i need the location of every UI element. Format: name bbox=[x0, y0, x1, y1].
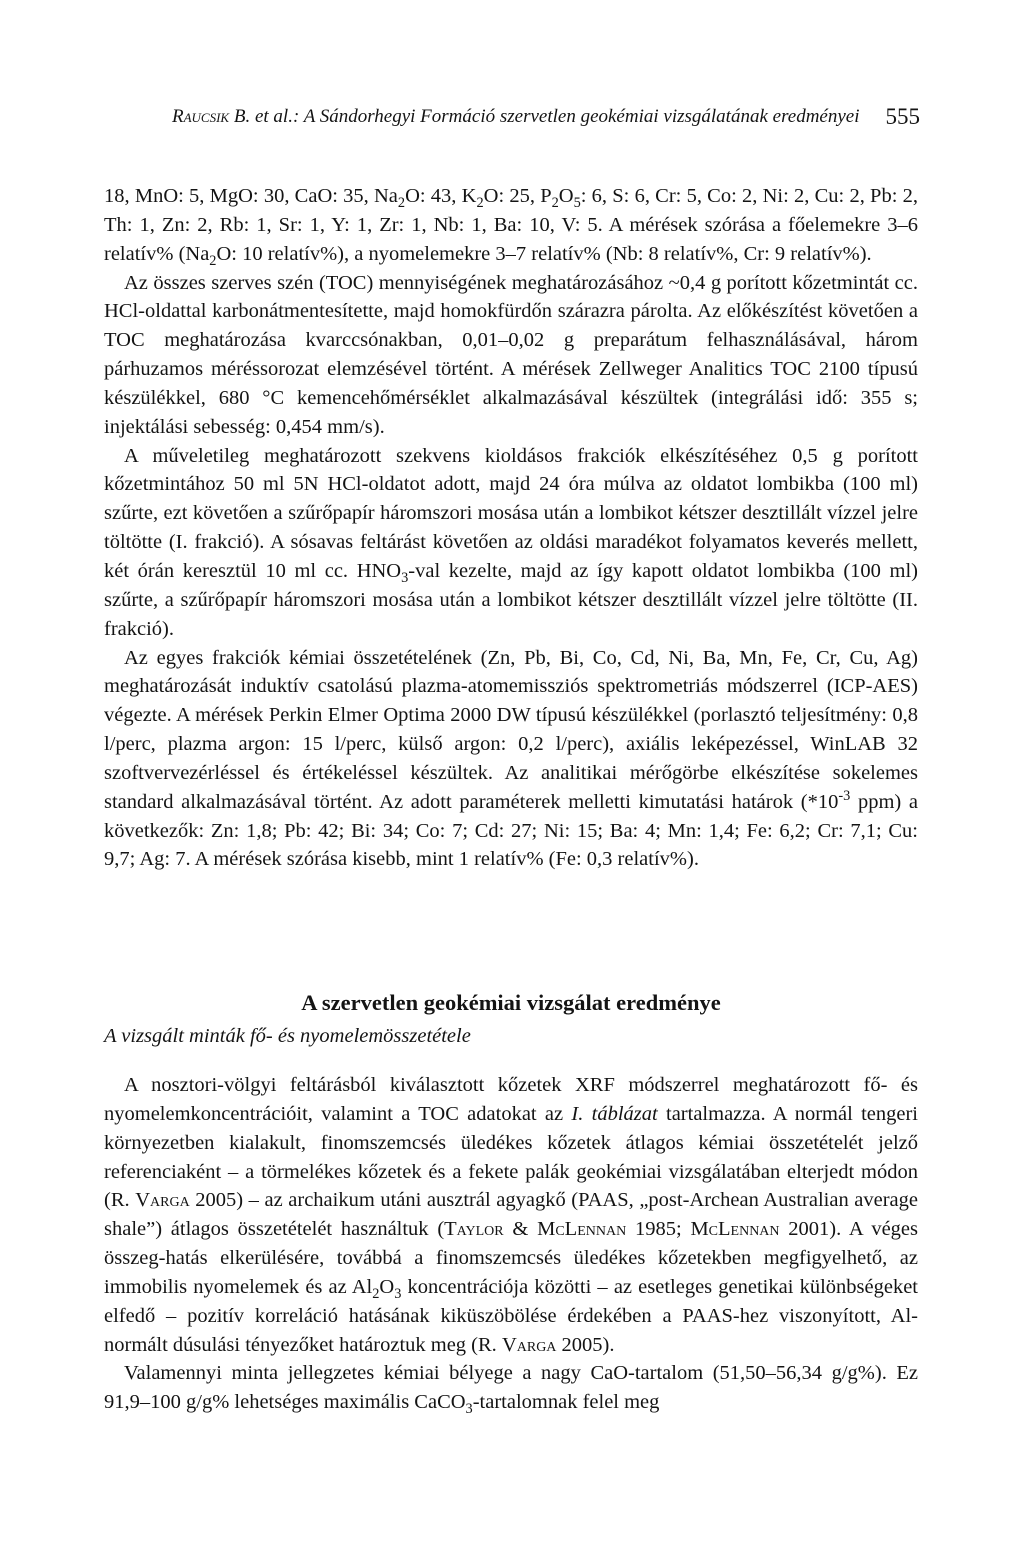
header-etal: et al. bbox=[254, 106, 293, 127]
paragraph-results: A nosztori-völgyi feltárásból kiválasztott kőzetek XRF módszerrel meghatározott fő- és nyomelemkoncentrációit, valamint a TOC adatokat az I. táblázat tartalmazza. A normál tengeri környezetben kialakult, finomszemcsés üledékes kőzetek átlagos kémiai összetételét jelző referenciaként – a törmelékes kőzetek és a fekete palák geokémiai vizsgálatában elterjedt módon (R. Varga 2005) – az archaikum utáni ausztrál agyagkő (PAAS, „post-Archean Australian average shale”) átlagos összetételét használtuk (Taylor & McLennan 1985; McLennan 2001). A véges összeg-hatás elkerülésére, továbbá a finomszemcsés üledékes kőzetekben megfigyelhető, az immobilis nyomelemek és az $Al_2O_3$ koncentrációja közötti – az esetleges genetikai különbségeket elfedő – pozitív korreláció hatásának kiküszöbölése érdekében a PAAS-hez viszonyított, Al-normált dúsulási tényezőket határoztuk meg (R. Varga 2005). bbox=[104, 1074, 918, 1356]
page-number: 555 bbox=[885, 104, 920, 129]
body-text-upper bbox=[104, 182, 918, 874]
header-title: A Sándorhegyi Formáció szervetlen geokémiai vizsgálatának eredményei bbox=[303, 106, 860, 127]
paragraph-sequential-extraction: A műveletileg meghatározott szekvens kioldásos frakciók elkészítéséhez 0,5 g porított kőzetmintához 50 ml 5N HCl-oldatot adott, majd 24 óra múlva az oldatot lombikba (100 ml) szűrte, ezt követően a szűrőpapír háromszori mosása után a lombikot kétszer desztillált vízzel jelre töltötte (I. frakció). A sósavas feltárást követően az oldási maradékot folyamatos keverés mellett, két órán keresztül 10 ml cc. $HNO_3$-val kezelte, majd az így kapott oldatot lombikba (100 ml) szűrte, a szűrőpapír háromszori mosása után a lombikot kétszer desztillált vízzel jelre töltötte (II. frakció). bbox=[104, 444, 918, 640]
table-reference: I. táblázat bbox=[571, 1102, 658, 1125]
sub-heading: A vizsgált minták fő- és nyomelemösszetétele bbox=[104, 1025, 471, 1047]
paragraph-xrf-values: 18, MnO: 5, MgO: 30, CaO: 35, $Na_2O$: 43, $K_2O$: 25, $P_2O_5$: 6, S: 6, Cr: 5, Co: 2, Ni: 2, Cu: 2, Pb: 2, Th: 1, Zn: 2, Rb: 1, Sr: 1, Y: 1, Zr: 1, Nb: 1, Ba: 10, V: 5. A mérések szórása a főelemekre 3–6 relatív% ($Na_2O$: 10 relatív%), a nyomelemekre 3–7 relatív% (Nb: 8 relatív%, Cr: 9 relatív%). bbox=[104, 185, 918, 269]
header-author: Raucsik B. bbox=[172, 106, 251, 127]
paragraph-cao: Valamennyi minta jellegzetes kémiai bélyege a nagy CaO-tartalom (51,50–56,34 g/g%). Ez 91,9–100 g/g% lehetséges maximális CaCO$_3$-tartalomnak felel meg bbox=[104, 1362, 918, 1418]
running-head: Raucsik B. et al.: A Sándorhegyi Formáció szervetlen geokémiai vizsgálatának eredményei 555 bbox=[172, 102, 920, 132]
paragraph-toc: Az összes szerves szén (TOC) mennyiségének meghatározásához ~0,4 g porított kőzetmintát cc. HCl-oldattal karbonátmentesítette, majd homokfürdőn szárazra párolta. Az előkészítést követően a TOC meghatározása kvarccsónakban, 0,01–0,02 g preparátum felhasználásával, három párhuzamos méréssorozat elemzésével történt. A mérések Zellweger Analitics TOC 2100 típusú készülékkel, 680 °C kemencehőmérséklet alkalmazásával készültek (integrálási idő: 355 s; injektálási sebesség: 0,454 mm/s). bbox=[104, 271, 918, 438]
body-text-lower bbox=[104, 1071, 918, 1417]
paragraph-icp-aes: Az egyes frakciók kémiai összetételének (Zn, Pb, Bi, Co, Cd, Ni, Ba, Mn, Fe, Cr, Cu, Ag) meghatározását induktív csatolású plazma-atomemissziós spektrometriás módszerrel (ICP-AES) végezte. A mérések Perkin Elmer Optima 2000 DW típusú készülékkel (porlasztó teljesítmény: 0,8 l/perc, plazma argon: 15 l/perc, külső argon: 0,2 l/perc), axiális leképezéssel, WinLAB 32 szoftvervezérléssel és értékeléssel készültek. Az analitikai mérőgörbe elkészítése sokelemes standard alkalmazásával történt. Az adott paraméterek melletti kimutatási határok ($*10^{-3}$ ppm) a következők: Zn: 1,8; Pb: 42; Bi: 34; Co: 7; Cd: 27; Ni: 15; Ba: 4; Mn: 1,4; Fe: 6,2; Cr: 7,1; Cu: 9,7; Ag: 7. A mérések szórása kisebb, mint 1 relatív% (Fe: 0,3 relatív%). bbox=[104, 646, 918, 871]
section-heading: A szervetlen geokémiai vizsgálat eredménye bbox=[301, 990, 721, 1015]
